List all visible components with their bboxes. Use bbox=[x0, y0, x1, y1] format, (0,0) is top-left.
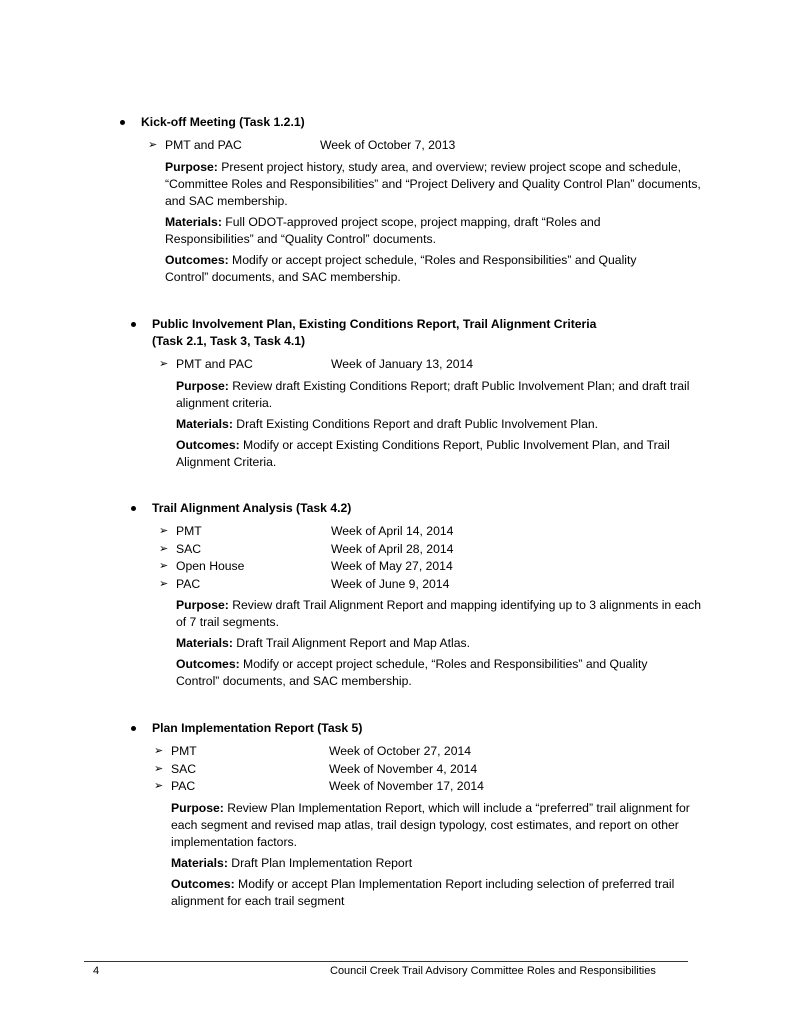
schedule-row: ➢ PMT and PAC Week of October 7, 2013 bbox=[148, 138, 456, 152]
materials-paragraph: Materials: Draft Existing Conditions Report and draft Public Involvement Plan. bbox=[176, 416, 599, 431]
schedule-row: ➢ PMT Week of April 14, 2014 bbox=[159, 524, 454, 538]
arrow-bullet-icon: ➢ bbox=[154, 780, 164, 793]
arrow-bullet-icon: ➢ bbox=[154, 745, 164, 757]
outcomes-paragraph: Outcomes: Modify or accept project schedule, “Roles and Responsibilities” and Quality Control” documents, and SAC membership. bbox=[165, 252, 637, 284]
section-title: Plan Implementation Report (Task 5) bbox=[152, 720, 712, 737]
arrow-bullet-icon: ➢ bbox=[159, 358, 169, 370]
schedule-row: ➢ PAC Week of June 9, 2014 bbox=[159, 576, 450, 591]
bullet-icon bbox=[131, 506, 136, 511]
arrow-bullet-icon: ➢ bbox=[159, 542, 169, 555]
arrow-bullet-icon: ➢ bbox=[159, 577, 169, 590]
bullet-icon bbox=[120, 120, 125, 125]
materials-paragraph: Materials: Draft Trail Alignment Report and Map Atlas. bbox=[176, 636, 470, 651]
schedule-row: ➢ SAC Week of November 4, 2014 bbox=[154, 761, 478, 776]
section-title: Kick-off Meeting (Task 1.2.1) bbox=[141, 114, 701, 131]
outcomes-paragraph: Outcomes: Modify or accept project schedule, “Roles and Responsibilities” and Quality Control” documents, and SAC membership. bbox=[176, 657, 648, 689]
section-trail-alignment bbox=[152, 500, 712, 690]
arrow-bullet-icon: ➢ bbox=[148, 139, 158, 151]
schedule-row: ➢ PMT and PAC Week of January 13, 2014 bbox=[159, 357, 474, 371]
footer-divider bbox=[84, 961, 688, 962]
section-title: Public Involvement Plan, Existing Conditions Report, Trail Alignment Criteria (Task 2.1, Task 3, Task 4.1) bbox=[152, 316, 712, 350]
schedule-row: ➢ Open House Week of May 27, 2014 bbox=[159, 559, 453, 574]
footer-title: Council Creek Trail Advisory Committee Roles and Responsibilities bbox=[330, 965, 656, 977]
schedule-row: ➢ SAC Week of April 28, 2014 bbox=[159, 541, 454, 556]
bullet-icon bbox=[131, 322, 136, 327]
section-public-involvement bbox=[152, 316, 712, 471]
section-plan-implementation bbox=[152, 720, 712, 910]
arrow-bullet-icon: ➢ bbox=[159, 560, 169, 573]
arrow-bullet-icon: ➢ bbox=[159, 525, 169, 537]
outcomes-paragraph: Outcomes: Modify or accept Plan Implementation Report including selection of preferred trail alignment for each trail segment bbox=[171, 876, 675, 908]
schedule-row: ➢ PAC Week of November 17, 2014 bbox=[154, 779, 484, 794]
section-title: Trail Alignment Analysis (Task 4.2) bbox=[152, 500, 712, 517]
purpose-paragraph: Purpose: Review Plan Implementation Report, which will include a “preferred” trail alignment for each segment and revised map atlas, trail design typology, cost estimates, and report on other implementation factors. bbox=[171, 800, 690, 849]
materials-paragraph: Materials: Full ODOT-approved project scope, project mapping, draft “Roles and Responsibilities” and “Quality Control” documents. bbox=[165, 214, 601, 246]
arrow-bullet-icon: ➢ bbox=[154, 762, 164, 775]
outcomes-paragraph: Outcomes: Modify or accept Existing Conditions Report, Public Involvement Plan, and Trail Alignment Criteria. bbox=[176, 437, 670, 469]
schedule-row: ➢ PMT Week of October 27, 2014 bbox=[154, 744, 472, 758]
materials-paragraph: Materials: Draft Plan Implementation Report bbox=[171, 855, 413, 870]
bullet-icon bbox=[131, 726, 136, 731]
purpose-paragraph: Purpose: Review draft Existing Conditions Report; draft Public Involvement Plan; and draft trail alignment criteria. bbox=[176, 378, 690, 410]
purpose-paragraph: Purpose: Review draft Trail Alignment Report and mapping identifying up to 3 alignments in each of 7 trail segments. bbox=[176, 598, 702, 630]
section-kickoff bbox=[141, 114, 701, 286]
page-number: 4 bbox=[93, 965, 100, 977]
purpose-paragraph: Purpose: Present project history, study area, and overview; review project scope and schedule, “Committee Roles and Responsibilities” and “Project Delivery and Quality Control Plan” documents, and SAC membership. bbox=[165, 159, 701, 208]
